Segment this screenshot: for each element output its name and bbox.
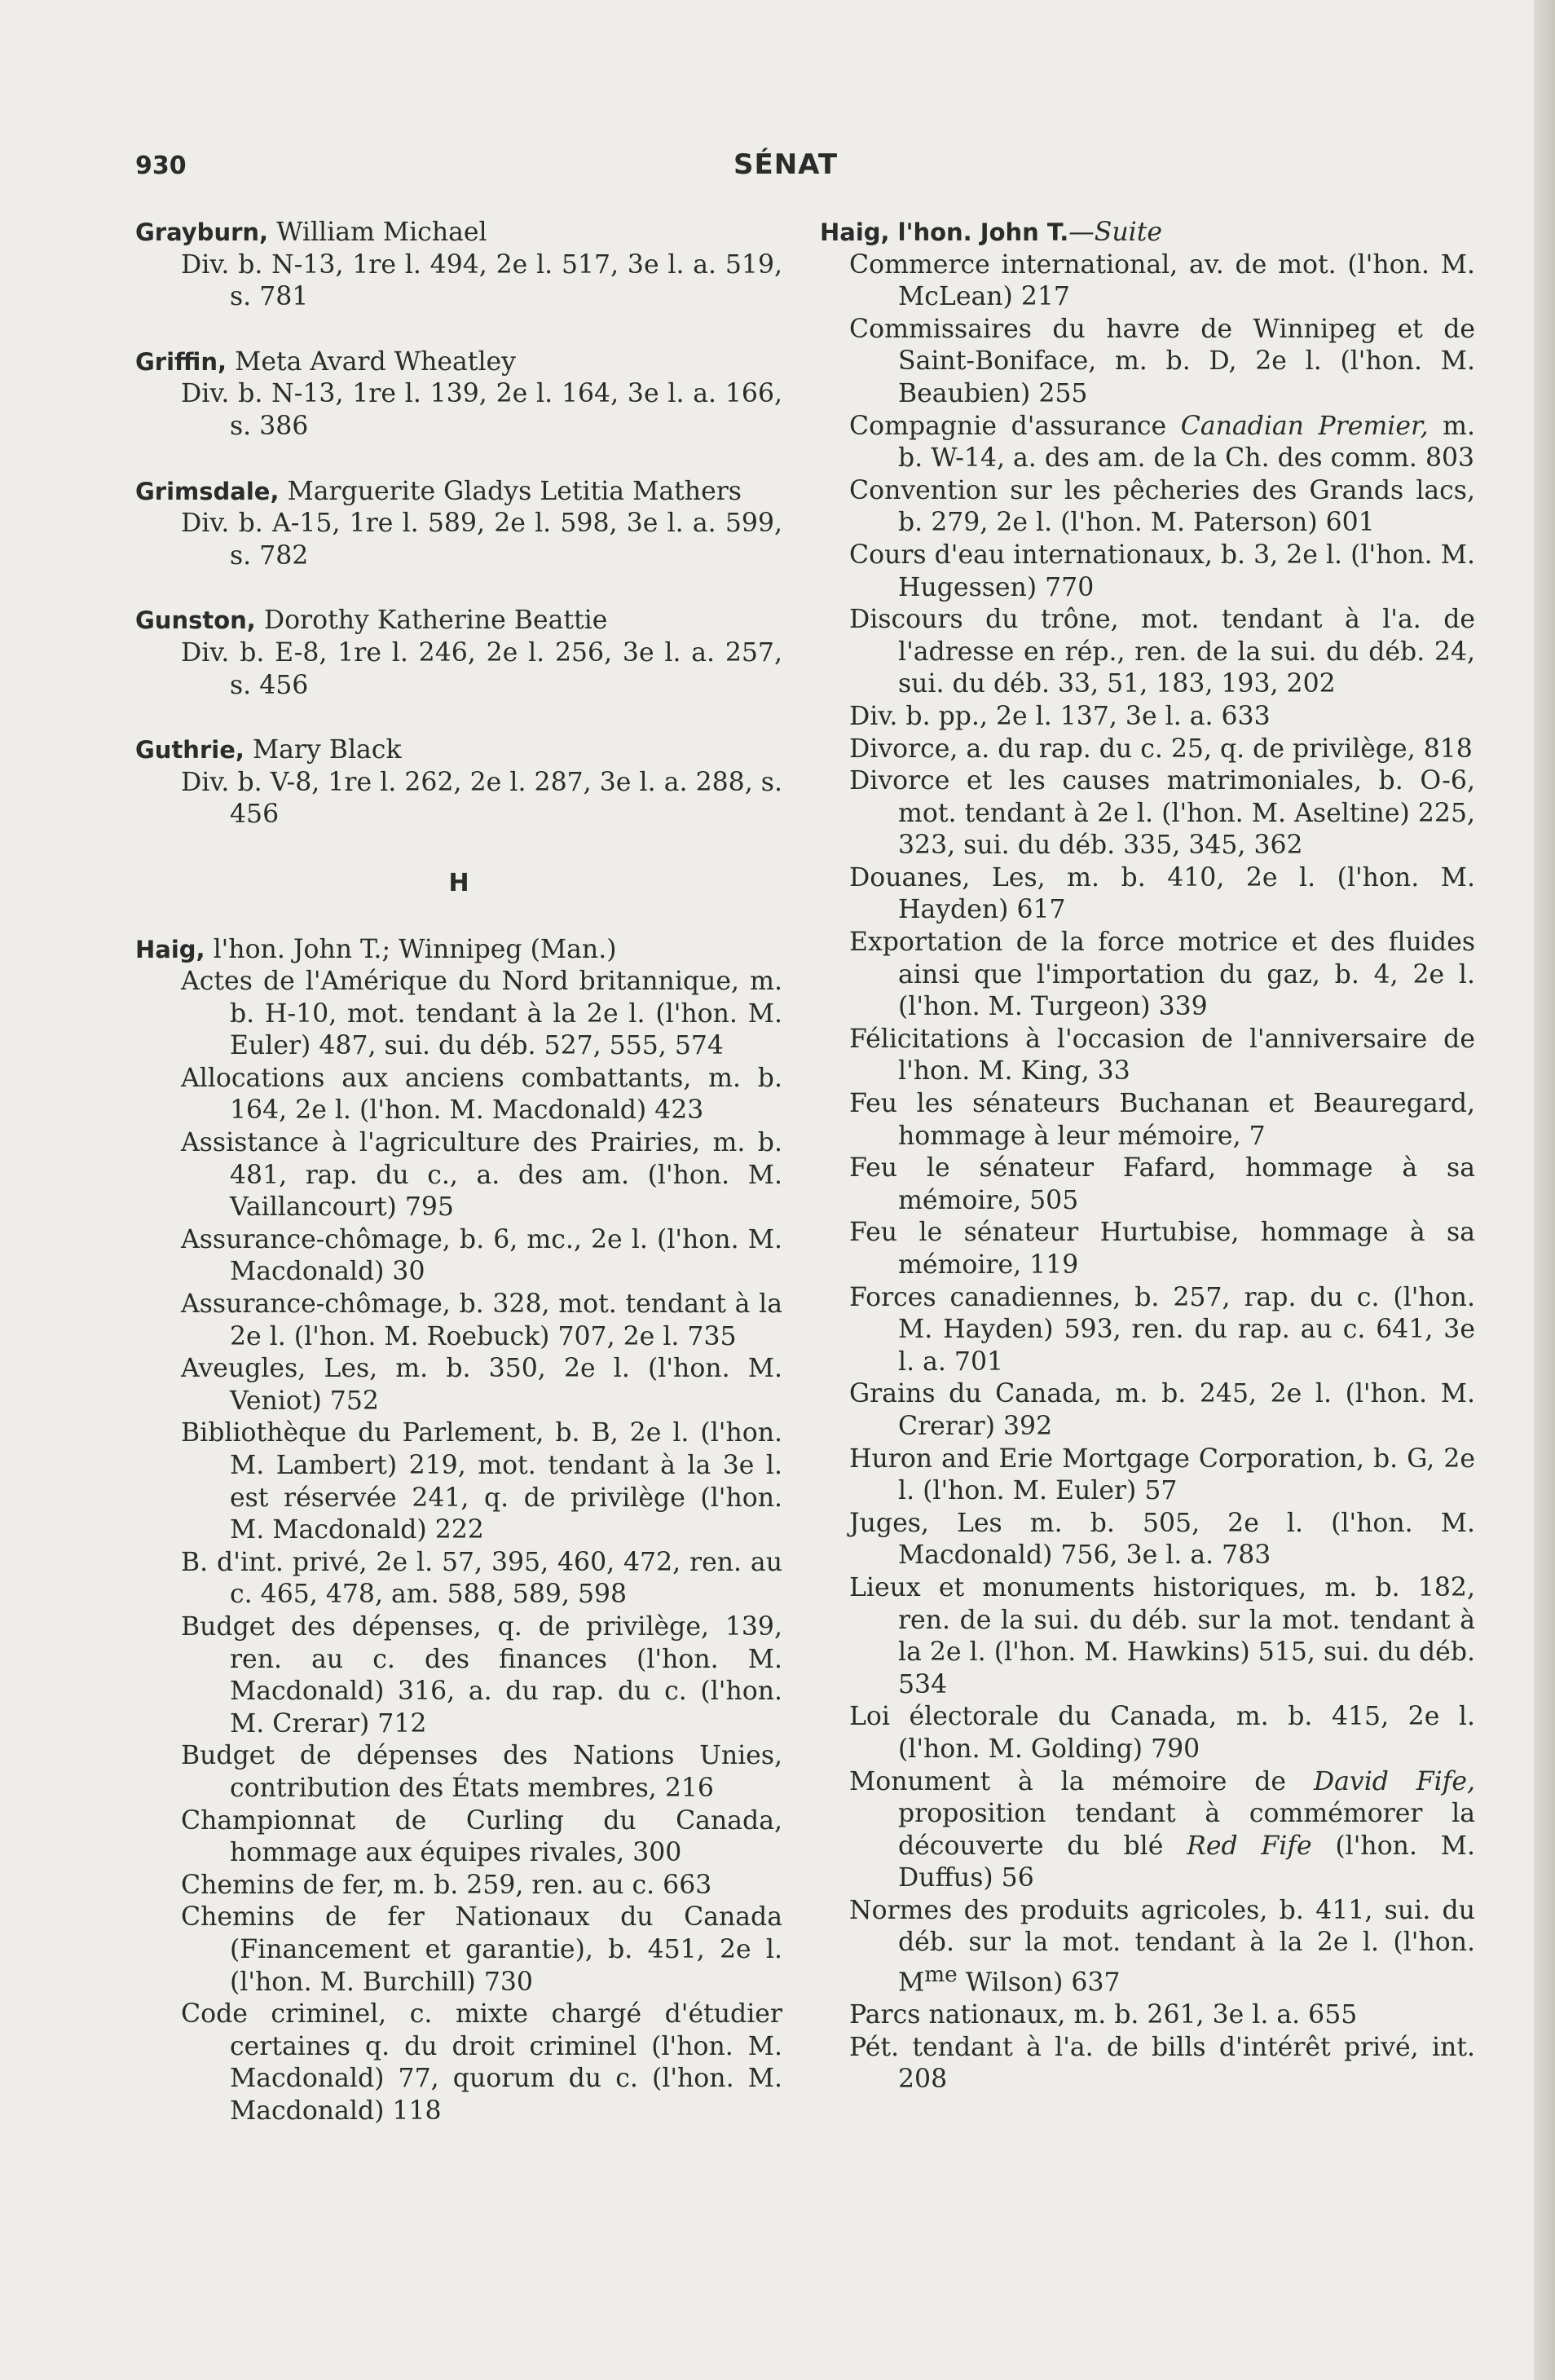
subentry (820, 1153, 1475, 1217)
subentry-text: Douanes, Les, m. b. 410, 2e l. (l'hon. M. Hayden) 617 (849, 862, 1475, 925)
subentry: Chemins de fer Nationaux du Canada (Financement et garantie), b. 451, 2e l. (l'hon. M. Burchill) 730 (181, 1902, 782, 1997)
subentry-text: m. b. W-14, a. des am. de la Ch. des comm. 803 (898, 411, 1475, 474)
subentry-text: Forces canadiennes, b. 257, rap. du c. (l'hon. M. Hayden) 593, ren. du rap. au c. 641, 3e l. a. 701 (849, 1282, 1475, 1377)
subentry-text: Monument à la mémoire de (849, 1766, 1314, 1796)
subentry (820, 1766, 1475, 1895)
subentry (820, 1508, 1475, 1572)
index-entry-head (135, 476, 782, 509)
subentry (820, 927, 1475, 1024)
subentry-text: Lieux et monuments historiques, m. b. 182, ren. de la sui. du déb. sur la mot. tendant à la 2e l. (l'hon. M. Hawkins) 515, sui. du déb. 534 (849, 1572, 1475, 1699)
entry-detail: Div. b. N-13, 1re l. 139, 2e l. 164, 3e l. a. 166, s. 386 (181, 379, 782, 441)
index-entry-head (135, 217, 782, 249)
subentry: Chemins de fer, m. b. 259, ren. au c. 663 (181, 1870, 712, 1900)
italic-title: Red Fife (1187, 1831, 1312, 1861)
entry-detail: Div. b. E-8, 1re l. 246, 2e l. 256, 3e l. a. 257, s. 456 (181, 637, 782, 700)
subentry (820, 604, 1475, 701)
subentry (820, 1282, 1475, 1379)
subentry: Actes de l'Amérique du Nord britannique, m. b. H-10, mot. tendant à la 2e l. (l'hon. M. Euler) 487, sui. du déb. 527, 555, 574 (181, 967, 782, 1061)
entry-list (135, 217, 782, 831)
index-entry-head (135, 346, 782, 379)
italic-title: David Fife, (1313, 1766, 1476, 1796)
subentry: Aveugles, Les, m. b. 350, 2e l. (l'hon. M. Veniot) 752 (181, 1354, 782, 1416)
subentry (820, 1024, 1475, 1088)
subentry (820, 1378, 1475, 1443)
subentry (820, 701, 1475, 734)
index-entry (135, 734, 782, 831)
section-letter: H (448, 868, 469, 897)
italic-title: Canadian Premier, (1180, 411, 1429, 441)
subentry-text: Feu le sénateur Hurtubise, hommage à sa mémoire, 119 (849, 1218, 1475, 1280)
page-spine-shadow (1534, 0, 1555, 2380)
subentry (820, 1217, 1475, 1281)
entry-name-rest: Marguerite Gladys Letitia Mathers (279, 476, 742, 506)
continuation-suffix: —Suite (1068, 218, 1163, 247)
entry-name-rest: Meta Avard Wheatley (227, 346, 516, 377)
subentry-text: Commissaires du havre de Winnipeg et de Saint-Boniface, m. b. D, 2e l. (l'hon. M. Beaubien) 255 (849, 314, 1475, 408)
subentry-text: Pét. tendant à l'a. de bills d'intérêt privé, int. 208 (849, 2032, 1475, 2095)
subentry: Code criminel, c. mixte chargé d'étudier certaines q. du droit criminel (l'hon. M. Macdonald) 77, quorum du c. (l'hon. M. Macdonald) 118 (181, 1999, 782, 2126)
subentry-text: Huron and Erie Mortgage Corporation, b. G, 2e l. (l'hon. M. Euler) 57 (849, 1443, 1475, 1506)
subentry: Assistance à l'agriculture des Prairies, m. b. 481, rap. du c., a. des am. (l'hon. M. Vaillancourt) 795 (181, 1128, 782, 1223)
entry-name-rest: Dorothy Katherine Beattie (255, 606, 608, 636)
subentry (820, 2032, 1475, 2096)
subentry (820, 1701, 1475, 1765)
index-entry-head (135, 934, 782, 967)
subentry-list (820, 249, 1475, 2096)
entry-name-rest: Mary Black (244, 735, 402, 765)
subentry-text: Commerce international, av. de mot. (l'hon. M. McLean) 217 (849, 249, 1475, 312)
entry-name: Gunston, (135, 606, 256, 635)
subentry (820, 540, 1475, 604)
subentry-text: Cours d'eau internationaux, b. 3, 2e l. (l'hon. M. Hugessen) 770 (849, 540, 1475, 602)
subentry: Budget des dépenses, q. de privilège, 139, ren. au c. des finances (l'hon. M. Macdonald) 316, a. du rap. du c. (l'hon. M. Crerar) 712 (181, 1611, 782, 1739)
entry-name: Grayburn, (135, 218, 269, 246)
subentry (820, 249, 1475, 314)
subentry-text: Feu les sénateurs Buchanan et Beauregard, hommage à leur mémoire, 7 (849, 1089, 1475, 1151)
subentry (820, 475, 1475, 540)
subentry: Bibliothèque du Parlement, b. B, 2e l. (l'hon. M. Lambert) 219, mot. tendant à la 3e l. est réservée 241, q. de privilège (l'hon. M. Macdonald) 222 (181, 1418, 782, 1545)
subentry-text: Loi électorale du Canada, m. b. 415, 2e l. (l'hon. M. Golding) 790 (849, 1702, 1475, 1764)
subentry-text: Divorce, a. du rap. du c. 25, q. de privilège, 818 (849, 734, 1473, 764)
subentry-text: Grains du Canada, m. b. 245, 2e l. (l'hon. M. Crerar) 392 (849, 1379, 1475, 1441)
subentry-text: Félicitations à l'occasion de l'anniversaire de l'hon. M. King, 33 (849, 1024, 1475, 1086)
subentry-text: Compagnie d'assurance (849, 411, 1181, 441)
continuation-name: Haig, l'hon. John T. (820, 218, 1069, 246)
subentry-text: Normes des produits agricoles, b. 411, sui. du déb. sur la mot. tendant à la 2e l. (l'hon. M (849, 1895, 1475, 1998)
right-column (820, 217, 1475, 2096)
subentry-text: Divorce et les causes matrimoniales, b. O-6, mot. tendant à 2e l. (l'hon. M. Aseltine) 225, 323, sui. du déb. 335, 345, 362 (849, 766, 1475, 861)
subentry (820, 314, 1475, 411)
index-entry (135, 346, 782, 443)
index-entry-head (135, 605, 782, 637)
subentry-text: proposition tendant à commémorer la découverte du blé (898, 1799, 1475, 1861)
subentry-text: Parcs nationaux, m. b. 261, 3e l. a. 655 (849, 2000, 1358, 2030)
entry-name: Guthrie, (135, 736, 244, 765)
subentry-text: Exportation de la force motrice et des fluides ainsi que l'importation du gaz, b. 4, 2e l. (l'hon. M. Turgeon) 339 (849, 928, 1475, 1022)
entry-detail: Div. b. V-8, 1re l. 262, 2e l. 287, 3e l. a. 288, s. 456 (181, 767, 782, 830)
subentry-text: (l'hon. M. Duffus) 56 (898, 1831, 1475, 1893)
index-entry (135, 605, 782, 702)
subentry (820, 765, 1475, 862)
subentry (820, 1895, 1475, 1999)
entry-name-rest: l'hon. John T.; Winnipeg (Man.) (205, 934, 617, 964)
subentry-text: me (924, 1963, 958, 1988)
subentry (820, 1088, 1475, 1153)
subentry-text: Juges, Les m. b. 505, 2e l. (l'hon. M. Macdonald) 756, 3e l. a. 783 (849, 1508, 1475, 1571)
subentry (820, 1999, 1475, 2032)
subentry: Championnat de Curling du Canada, hommage aux équipes rivales, 300 (181, 1805, 782, 1868)
subentry (820, 862, 1475, 927)
subentry-list (135, 966, 782, 2127)
subentry-text: Div. b. pp., 2e l. 137, 3e l. a. 633 (849, 701, 1271, 731)
page-number: 930 (135, 152, 187, 180)
index-entry (135, 476, 782, 573)
subentry: Allocations aux anciens combattants, m. b. 164, 2e l. (l'hon. M. Macdonald) 423 (181, 1063, 782, 1126)
index-entry-head (135, 734, 782, 767)
subentry: B. d'int. privé, 2e l. 57, 395, 460, 472, ren. au c. 465, 478, am. 588, 589, 598 (181, 1547, 782, 1610)
subentry (820, 1443, 1475, 1508)
running-header: SÉNAT (733, 148, 839, 181)
entry-detail: Div. b. N-13, 1re l. 494, 2e l. 517, 3e l. a. 519, s. 781 (181, 249, 782, 312)
subentry (820, 1572, 1475, 1701)
subentry-text: Discours du trône, mot. tendant à l'a. de l'adresse en rép., ren. de la sui. du déb. 24, sui. du déb. 33, 51, 183, 193, 202 (849, 605, 1475, 699)
subentry (820, 411, 1475, 475)
subentry: Assurance-chômage, b. 6, mc., 2e l. (l'hon. M. Macdonald) 30 (181, 1224, 782, 1287)
left-column (135, 217, 782, 2127)
subentry: Assurance-chômage, b. 328, mot. tendant à la 2e l. (l'hon. M. Roebuck) 707, 2e l. 735 (181, 1289, 782, 1351)
entry-name: Griffin, (135, 347, 227, 376)
subentry (820, 734, 1475, 766)
continuation-head (820, 217, 1475, 249)
entry-name: Grimsdale, (135, 477, 280, 505)
entry-detail: Div. b. A-15, 1re l. 589, 2e l. 598, 3e l. a. 599, s. 782 (181, 509, 782, 571)
subentry: Budget de dépenses des Nations Unies, contribution des États membres, 216 (181, 1741, 782, 1803)
subentry-text: Convention sur les pêcheries des Grands lacs, b. 279, 2e l. (l'hon. M. Paterson) 601 (849, 475, 1475, 538)
entry-name-rest: William Michael (268, 218, 487, 247)
entry-name: Haig, (135, 935, 205, 963)
subentry-text: Feu le sénateur Fafard, hommage à sa mémoire, 505 (849, 1153, 1475, 1215)
subentry-text: Wilson) 637 (957, 1968, 1121, 1998)
index-entry (135, 217, 782, 314)
